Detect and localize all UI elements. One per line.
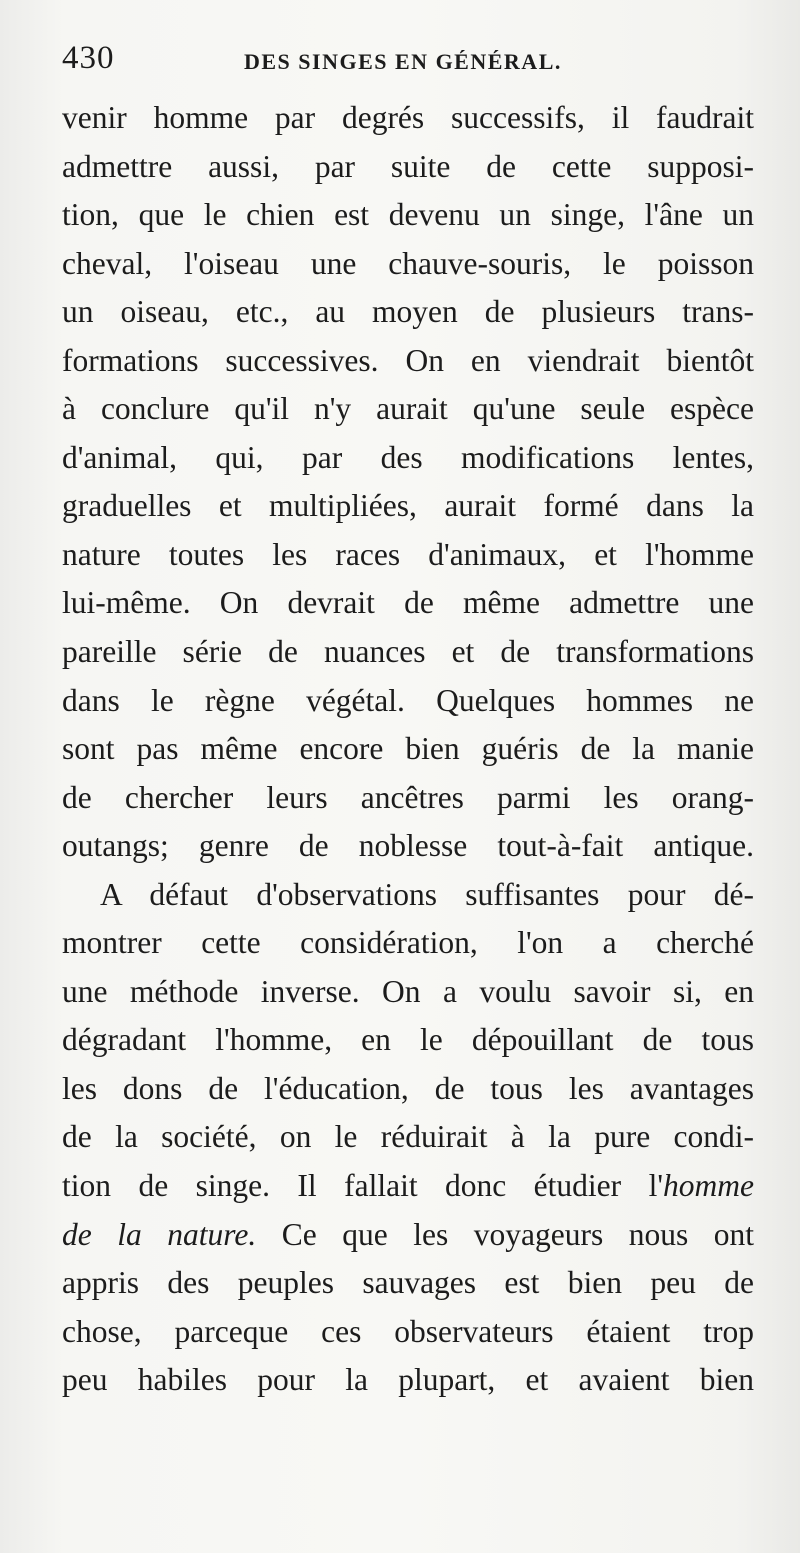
text-line: admettre aussi, par suite de cette supposi- (62, 148, 754, 184)
text-line: une méthode inverse. On a voulu savoir si, en (62, 973, 754, 1009)
text-line: formations successives. On en viendrait bientôt (62, 342, 754, 378)
text-line: appris des peuples sauvages est bien peu de (62, 1265, 754, 1301)
text-line: outangs; genre de noblesse tout-à-fait antique. (62, 828, 754, 864)
text-line: tion de singe. Il fallait donc étudier l'homme (62, 1168, 754, 1204)
text-line: de la nature. Ce que les voyageurs nous ont (62, 1216, 754, 1252)
text-line: cheval, l'oiseau une chauve-souris, le poisson (62, 245, 754, 281)
text-line: nature toutes les races d'animaux, et l'homme (62, 536, 754, 572)
text-line: à conclure qu'il n'y aurait qu'une seule espèce (62, 391, 754, 427)
running-head: DES SINGES EN GÉNÉRAL. (244, 49, 562, 74)
text-line: d'animal, qui, par des modifications lentes, (62, 439, 754, 475)
text-line: de la société, on le réduirait à la pure condi- (62, 1119, 754, 1155)
text-line: tion, que le chien est devenu un singe, l'âne un (62, 197, 754, 233)
body-text (62, 94, 754, 1405)
text-line: lui-même. On devrait de même admettre une (62, 585, 754, 621)
text-line: sont pas même encore bien guéris de la manie (62, 731, 754, 767)
text-line: un oiseau, etc., au moyen de plusieurs trans- (62, 294, 754, 330)
text-line: chose, parceque ces observateurs étaient trop (62, 1313, 754, 1349)
italic-phrase: homme (663, 1168, 754, 1204)
italic-phrase: de la nature. (62, 1216, 257, 1252)
page-number: 430 (62, 40, 115, 76)
text-line: venir homme par degrés successifs, il faudrait (62, 100, 754, 135)
text-line: graduelles et multipliées, aurait formé dans la (62, 488, 754, 524)
text-line: dans le règne végétal. Quelques hommes ne (62, 682, 754, 718)
text-line: pareille série de nuances et de transformations (62, 634, 754, 670)
paragraph-first-line: A défaut d'observations suffisantes pour dé- (100, 876, 754, 912)
text-line: dégradant l'homme, en le dépouillant de tous (62, 1022, 754, 1058)
text-line: de chercher leurs ancêtres parmi les orang- (62, 779, 754, 815)
text-line: montrer cette considération, l'on a cherché (62, 925, 754, 961)
page-header (62, 40, 762, 84)
text-line: peu habiles pour la plupart, et avaient bien (62, 1362, 754, 1398)
text-line: les dons de l'éducation, de tous les avantages (62, 1070, 754, 1106)
